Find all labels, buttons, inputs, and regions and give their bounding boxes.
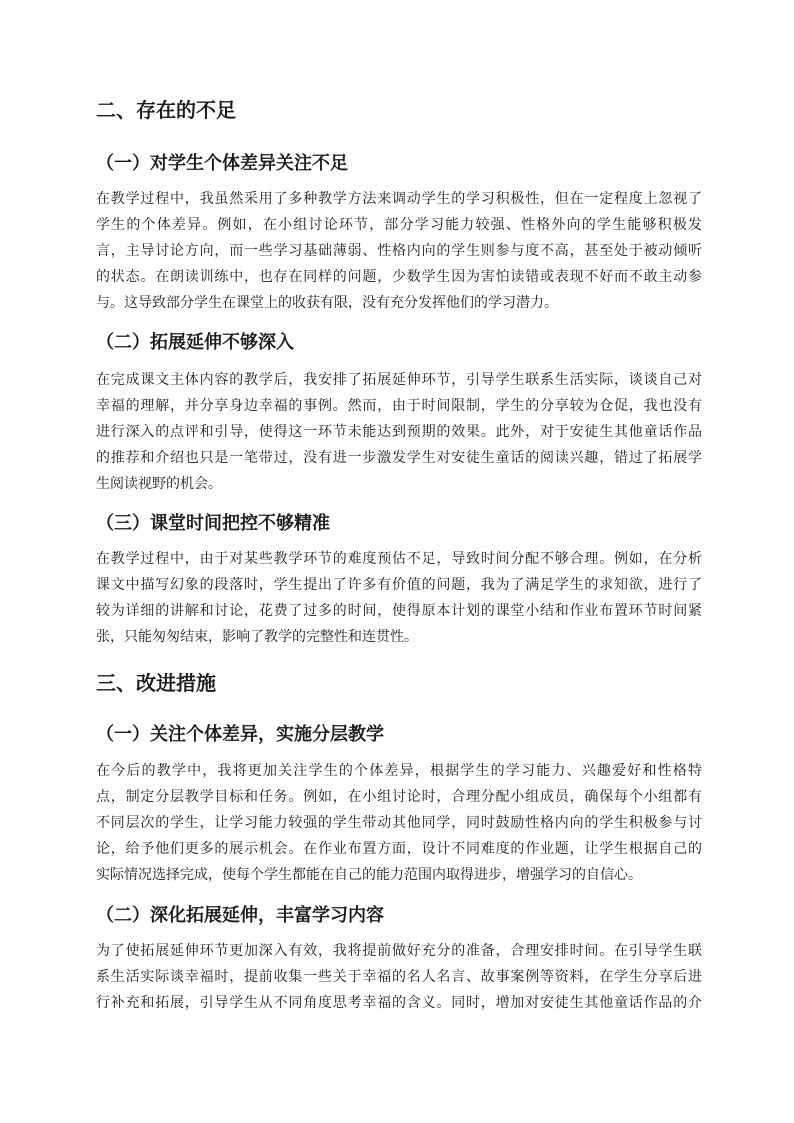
paragraph-line: 为了使拓展延伸环节更加深入有效，我将提前做好充分的准备，合理安排时间。在引导学生联 — [96, 943, 702, 959]
paragraph-line: 张，只能匆匆结束，影响了教学的完整性和连贯性。 — [96, 629, 418, 645]
subheading-deepen-extension: （二）深化拓展延伸，丰富学习内容 — [96, 905, 384, 926]
subheading-individual-differences: （一）对学生个体差异关注不足 — [96, 153, 348, 174]
subheading-time-control: （三）课堂时间把控不够精准 — [96, 513, 330, 534]
paragraph-line: 与。这导致部分学生在课堂上的收获有限，没有充分发挥他们的学习潜力。 — [96, 295, 558, 311]
paragraph-line: 点，制定分层教学目标和任务。例如，在小组讨论时，合理分配小组成员，确保每个小组都有 — [96, 789, 702, 805]
paragraph-line: 在教学过程中，由于对某些教学环节的难度预估不足，导致时间分配不够合理。例如，在分析 — [96, 551, 702, 567]
paragraph-line: 实际情况选择完成，使每个学生都能在自己的能力范围内取得进步，增强学习的自信心。 — [96, 867, 642, 883]
paragraph-line: 在教学过程中，我虽然采用了多种教学方法来调动学生的学习积极性，但在一定程度上忽视了 — [96, 191, 702, 207]
paragraph-line: 言，主导讨论方向，而一些学习基础薄弱、性格内向的学生则参与度不高，甚至处于被动倾听 — [96, 243, 702, 259]
paragraph-individual-differences — [96, 186, 702, 316]
subheading-layered-teaching: （一）关注个体差异，实施分层教学 — [96, 724, 384, 745]
paragraph-line: 生阅读视野的机会。 — [96, 476, 222, 492]
paragraph-deepen-extension — [96, 938, 702, 1016]
paragraph-line: 进行深入的点评和引导，使得这一环节未能达到预期的效果。此外，对于安徒生其他童话作品 — [96, 424, 702, 440]
paragraph-line: 在今后的教学中，我将更加关注学生的个体差异，根据学生的学习能力、兴趣爱好和性格特 — [96, 763, 702, 779]
paragraph-line: 在完成课文主体内容的教学后，我安排了拓展延伸环节，引导学生联系生活实际，谈谈自己对 — [96, 372, 702, 388]
paragraph-line: 学生的个体差异。例如，在小组讨论环节，部分学习能力较强、性格外向的学生能够积极发 — [96, 217, 702, 233]
paragraph-line: 系生活实际谈幸福时，提前收集一些关于幸福的名人名言、故事案例等资料，在学生分享后进 — [96, 969, 702, 985]
paragraph-extension — [96, 367, 702, 497]
paragraph-line: 幸福的理解，并分享身边幸福的事例。然而，由于时间限制，学生的分享较为仓促，我也没有 — [96, 398, 702, 414]
section-heading-shortcomings: 二、存在的不足 — [96, 98, 236, 122]
paragraph-line: 较为详细的讲解和讨论，花费了过多的时间，使得原本计划的课堂小结和作业布置环节时间紧 — [96, 603, 702, 619]
paragraph-line: 的推荐和介绍也只是一笔带过，没有进一步激发学生对安徒生童话的阅读兴趣，错过了拓展学 — [96, 450, 702, 466]
paragraph-line: 不同层次的学生，让学习能力较强的学生带动其他同学，同时鼓励性格内向的学生积极参与讨 — [96, 815, 702, 831]
paragraph-line: 行补充和拓展，引导学生从不同角度思考幸福的含义。同时，增加对安徒生其他童话作品的介 — [96, 995, 702, 1011]
paragraph-line: 的状态。在朗读训练中，也存在同样的问题，少数学生因为害怕读错或表现不好而不敢主动参 — [96, 269, 702, 285]
paragraph-time-control — [96, 546, 702, 650]
subheading-extension: （二）拓展延伸不够深入 — [96, 332, 294, 353]
paragraph-line: 课文中描写幻象的段落时，学生提出了许多有价值的问题，我为了满足学生的求知欲，进行了 — [96, 577, 702, 593]
paragraph-line: 论，给予他们更多的展示机会。在作业布置方面，设计不同难度的作业题，让学生根据自己的 — [96, 841, 702, 857]
paragraph-layered-teaching — [96, 758, 702, 888]
section-heading-improvements: 三、改进措施 — [96, 671, 216, 695]
